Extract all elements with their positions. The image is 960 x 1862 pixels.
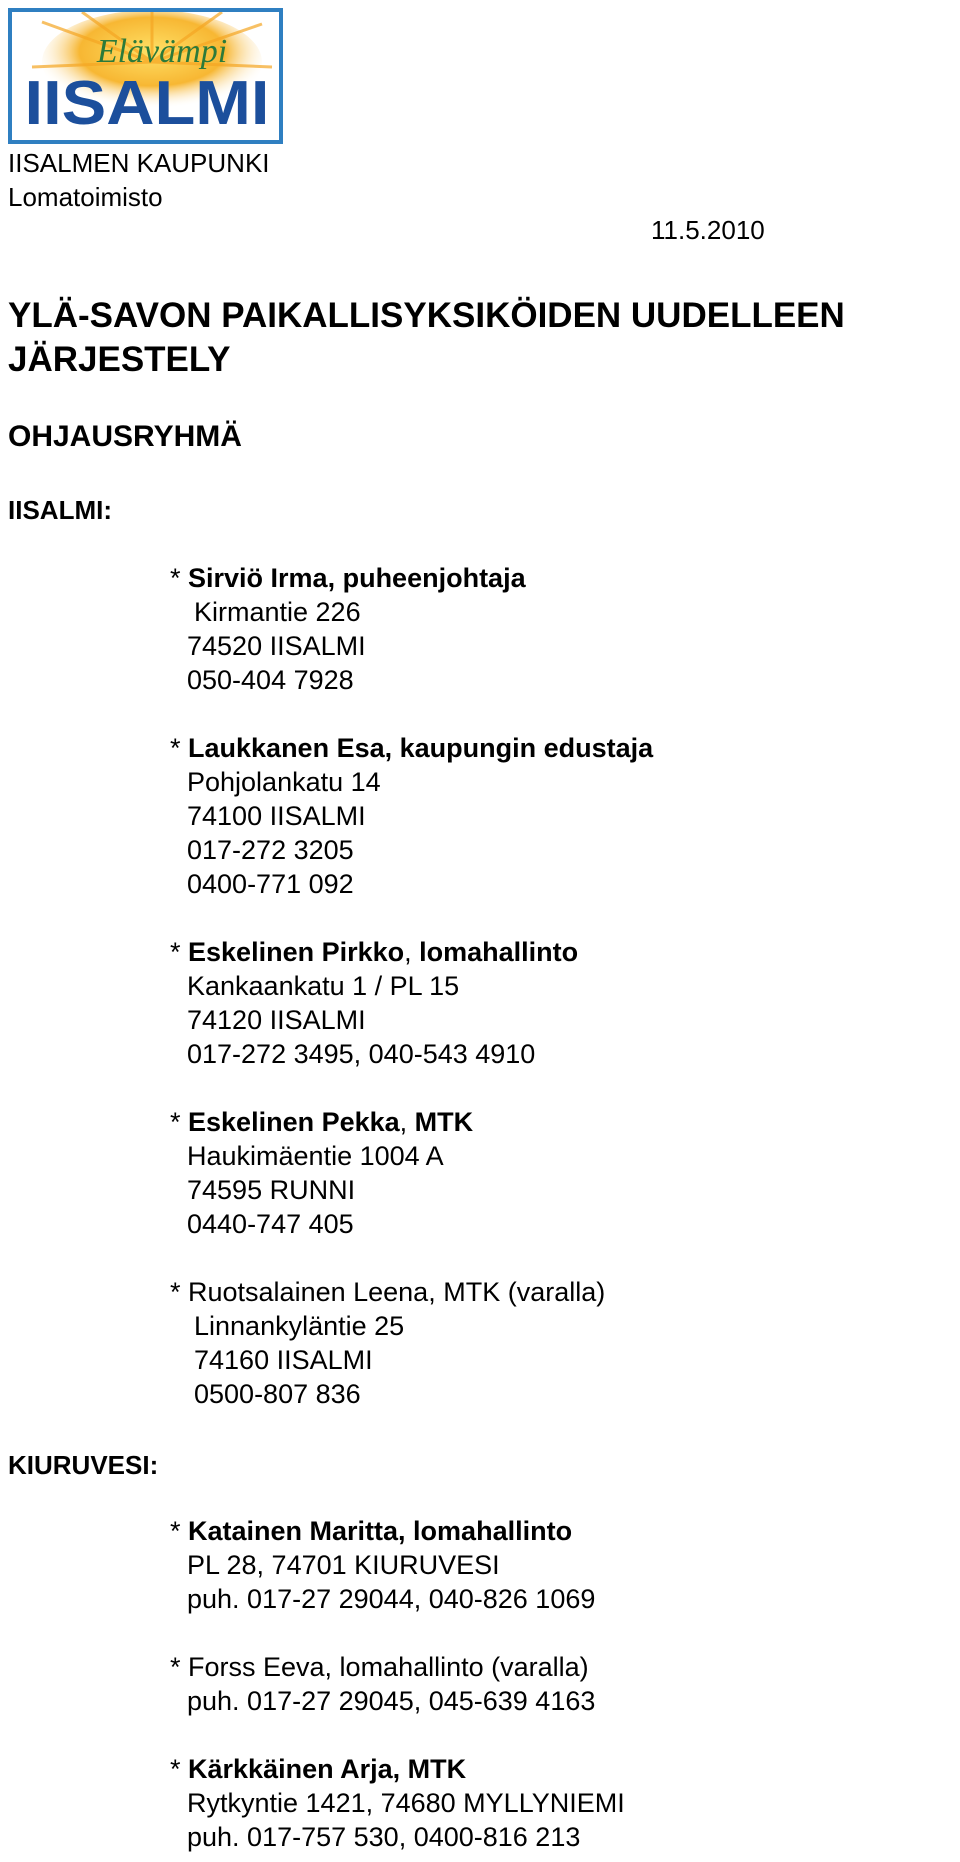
member-name <box>170 1752 466 1786</box>
member-street: Kirmantie 226 <box>194 597 361 627</box>
member-name <box>170 731 653 765</box>
member-address: Rytkyntie 1421, 74680 MYLLYNIEMI <box>187 1788 625 1818</box>
iisalmi-section-label: IISALMI: <box>8 495 112 525</box>
member-name-text: Eskelinen Pirkko <box>188 937 405 967</box>
organization-name: IISALMEN KAUPUNKI <box>8 148 270 178</box>
member-name-text: Laukkanen Esa, kaupungin edustaja <box>188 733 654 763</box>
document-title-line1: YLÄ-SAVON PAIKALLISYKSIKÖIDEN UUDELLEEN <box>8 296 845 335</box>
member-phone: 0440-747 405 <box>187 1209 354 1239</box>
document-title-line2: JÄRJESTELY <box>8 340 231 379</box>
member-phone: puh. 017-757 530, 0400-816 213 <box>187 1822 581 1852</box>
bullet-star: * <box>170 563 189 593</box>
member-name <box>170 561 526 595</box>
kiuruvesi-section-label: KIURUVESI: <box>8 1450 159 1480</box>
bullet-star: * <box>170 733 189 763</box>
member-street: Haukimäentie 1004 A <box>187 1141 444 1171</box>
logo-main-text: IISALMI <box>24 69 270 138</box>
member-city: 74160 IISALMI <box>194 1345 373 1375</box>
member-city: 74595 RUNNI <box>187 1175 356 1205</box>
member-city: 74120 IISALMI <box>187 1005 366 1035</box>
member-phone: 0500-807 836 <box>194 1379 361 1409</box>
member-phone: 017-272 3205 <box>187 835 354 865</box>
sun-logo-graphic <box>12 12 279 140</box>
iisalmi-logo <box>8 8 283 144</box>
logo-script-text: Elävämpi <box>96 33 228 70</box>
section-subtitle: OHJAUSRYHMÄ <box>8 420 242 453</box>
bullet-star: * <box>170 1516 189 1546</box>
document-date: 11.5.2010 <box>651 215 765 245</box>
member-name: * Forss Eeva, lomahallinto (varalla) <box>170 1652 589 1682</box>
name-separator: , <box>399 1107 415 1137</box>
member-role: lomahallinto <box>419 937 579 967</box>
member-phone: 017-272 3495, 040-543 4910 <box>187 1039 536 1069</box>
member-name-text: Sirviö Irma, puheenjohtaja <box>188 563 526 593</box>
member-name <box>170 1514 572 1548</box>
bullet-star: * <box>170 937 189 967</box>
member-phone: puh. 017-27 29044, 040-826 1069 <box>187 1584 596 1614</box>
member-street: Pohjolankatu 14 <box>187 767 381 797</box>
member-phone: 050-404 7928 <box>187 665 354 695</box>
member-name <box>170 935 578 969</box>
member-name: * Ruotsalainen Leena, MTK (varalla) <box>170 1277 606 1307</box>
member-phone-mobile: 0400-771 092 <box>187 869 354 899</box>
member-phone: puh. 017-27 29045, 045-639 4163 <box>187 1686 596 1716</box>
member-city: 74100 IISALMI <box>187 801 366 831</box>
member-street: Kankaankatu 1 / PL 15 <box>187 971 460 1001</box>
member-name <box>170 1105 473 1139</box>
name-separator: , <box>404 937 420 967</box>
member-role: MTK <box>414 1107 474 1137</box>
bullet-star: * <box>170 1107 189 1137</box>
member-name-text: Kärkkäinen Arja, MTK <box>188 1754 467 1784</box>
department-name: Lomatoimisto <box>8 182 163 212</box>
member-city: 74520 IISALMI <box>187 631 366 661</box>
member-street: Linnankyläntie 25 <box>194 1311 405 1341</box>
member-name-text: Katainen Maritta, lomahallinto <box>188 1516 573 1546</box>
bullet-star: * <box>170 1754 189 1784</box>
member-name-text: Eskelinen Pekka <box>188 1107 400 1137</box>
member-address: PL 28, 74701 KIURUVESI <box>187 1550 500 1580</box>
